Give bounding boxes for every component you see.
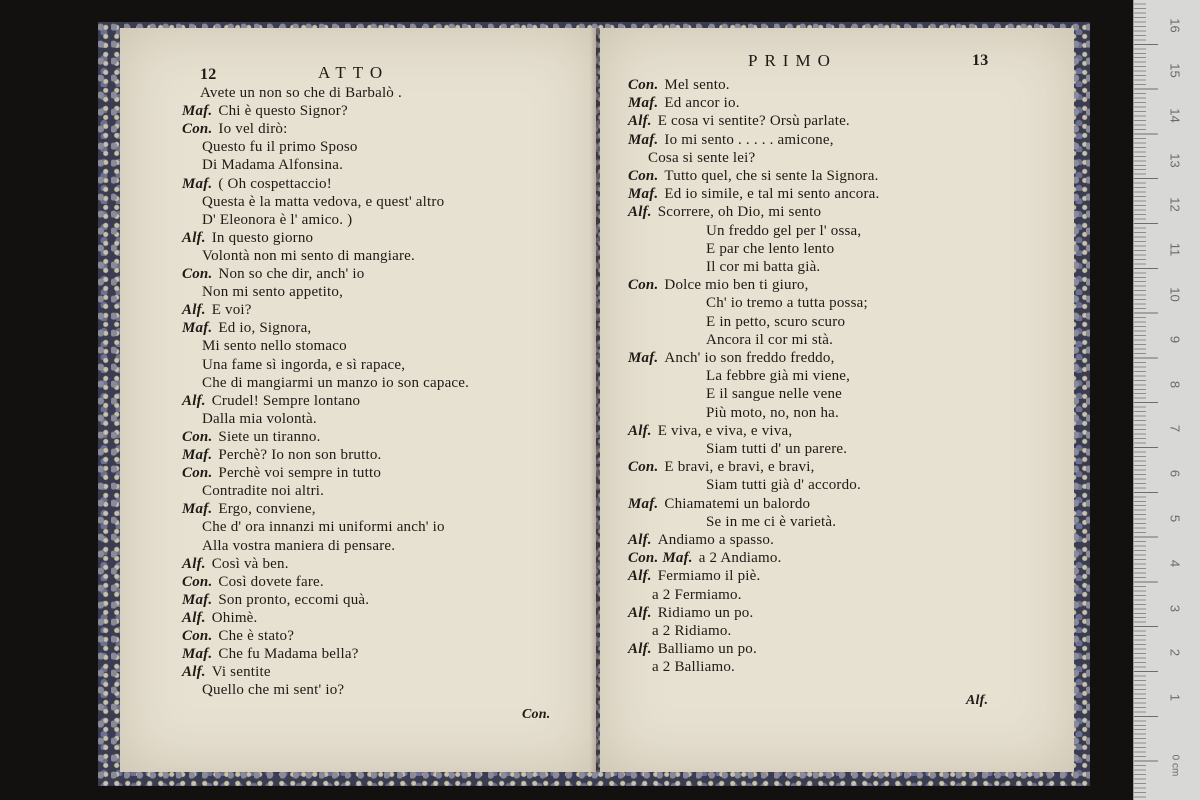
catchword-right: Alf. xyxy=(966,693,989,708)
verse-text: Mel sento. xyxy=(664,77,730,93)
verse-text: Crudel! Sempre lontano xyxy=(211,392,361,409)
right-page-line xyxy=(706,367,850,385)
right-page-line xyxy=(628,495,810,513)
verse-text: In questo giorno xyxy=(211,229,314,246)
right-page-line xyxy=(706,294,868,312)
left-page-line xyxy=(202,247,415,265)
ruler-number: 7 xyxy=(1167,425,1183,433)
right-page-line xyxy=(628,276,809,294)
verse-text: D' Eleonora è l' amico. ) xyxy=(202,211,353,228)
verse-text: Chiamatemi un balordo xyxy=(664,495,811,512)
speaker-label: Alf. xyxy=(628,532,652,548)
speaker-label: Maf. xyxy=(628,131,659,148)
running-header-left: ATTO xyxy=(318,63,390,82)
left-page-line xyxy=(202,156,343,174)
left-page-line xyxy=(182,265,364,283)
verse-text: Avete un non so che di Barbalò . xyxy=(200,85,402,101)
right-page-line xyxy=(628,167,879,185)
left-page-line xyxy=(182,301,252,319)
verse-text: Più moto, no, non ha. xyxy=(706,404,839,421)
right-page-line xyxy=(706,222,861,240)
left-page-line xyxy=(182,609,258,627)
speaker-label: Alf. xyxy=(628,568,652,585)
verse-text: a 2 Fermiamo. xyxy=(652,586,742,603)
verse-text: Di Madama Alfonsina. xyxy=(202,157,344,174)
speaker-label: Con. xyxy=(182,428,213,445)
right-page-line xyxy=(628,76,730,94)
left-page-line xyxy=(202,138,358,156)
verse-text: Siam tutti già d' accordo. xyxy=(706,477,861,494)
verse-text: Son pronto, eccomi quà. xyxy=(218,591,370,608)
right-page-line xyxy=(706,513,836,531)
verse-text: Questo fu il primo Sposo xyxy=(202,139,358,156)
verse-text: Ed io, Signora, xyxy=(218,320,312,337)
catchword-left: Con. xyxy=(522,707,551,722)
left-page-line xyxy=(202,410,317,428)
verse-text: Tutto quel, che si sente la Signora. xyxy=(664,168,879,184)
verse-text: E bravi, e bravi, e bravi, xyxy=(664,459,815,476)
speaker-label: Alf. xyxy=(182,609,206,626)
right-page-line xyxy=(628,531,774,549)
verse-text: a 2 Ridiamo. xyxy=(652,623,732,639)
ruler-number: 10 xyxy=(1167,287,1183,302)
left-page-line xyxy=(202,482,324,500)
verse-text: Quello che mi sent' io? xyxy=(202,682,345,699)
ruler-ticks xyxy=(1134,0,1158,800)
verse-text: Perchè? Io non son brutto. xyxy=(218,447,382,463)
page-number-right: 13 xyxy=(972,52,989,69)
speaker-label: Maf. xyxy=(628,495,659,512)
running-header-right: PRIMO xyxy=(748,51,837,70)
verse-text: Ergo, conviene, xyxy=(218,501,316,518)
left-page-line xyxy=(182,319,311,337)
left-page-line xyxy=(202,193,444,211)
speaker-label: Alf. xyxy=(182,302,206,319)
right-page xyxy=(600,28,1074,772)
verse-text: Chi è questo Signor? xyxy=(218,103,348,120)
verse-text: Ancora il cor mi stà. xyxy=(706,331,834,348)
speaker-label: Con. xyxy=(182,121,213,138)
verse-text: Un freddo gel per l' ossa, xyxy=(706,222,862,239)
verse-text: a 2 Balliamo. xyxy=(652,659,735,676)
ruler-number: 5 xyxy=(1167,514,1183,523)
verse-text: E voi? xyxy=(211,302,252,319)
left-page-line xyxy=(202,211,352,229)
verse-text: Ohimè. xyxy=(211,609,258,626)
right-page-line xyxy=(652,586,742,604)
verse-text: Dolce mio ben ti giuro, xyxy=(664,277,809,294)
ruler-number: 8 xyxy=(1167,380,1183,388)
ruler-number: 11 xyxy=(1167,242,1183,257)
left-page-line xyxy=(202,518,445,536)
verse-text: Che è stato? xyxy=(218,628,295,644)
verse-text: Cosa si sente lei? xyxy=(648,149,756,166)
right-page-line xyxy=(706,476,861,494)
speaker-label: Maf. xyxy=(182,447,213,463)
left-page xyxy=(120,28,596,772)
verse-text: Volontà non mi sento di mangiare. xyxy=(202,247,415,264)
speaker-label: Maf. xyxy=(628,186,659,203)
left-page-line xyxy=(182,663,271,681)
speaker-label: Maf. xyxy=(182,103,213,120)
left-page-line xyxy=(182,645,359,663)
speaker-label: Con. xyxy=(628,277,659,294)
ruler-number: 12 xyxy=(1167,197,1183,213)
left-page-line xyxy=(182,500,316,518)
speaker-label: Alf. xyxy=(628,113,652,130)
left-page-line xyxy=(182,555,289,573)
verse-text: Che d' ora innanzi mi uniformi anch' io xyxy=(202,519,445,536)
speaker-label: Maf. xyxy=(182,646,213,663)
speaker-label: Maf. xyxy=(182,591,213,608)
speaker-label: Con. xyxy=(182,628,213,644)
right-page-line xyxy=(628,567,760,585)
verse-text: Ch' io tremo a tutta possa; xyxy=(706,295,868,312)
ruler-number: 13 xyxy=(1167,152,1183,168)
speaker-label: Con. xyxy=(182,465,213,482)
speaker-label: Alf. xyxy=(628,422,652,439)
verse-text: La febbre già mi viene, xyxy=(706,368,851,385)
right-page-line xyxy=(628,349,835,367)
verse-text: Alla vostra maniera di pensare. xyxy=(202,537,396,554)
right-page-line xyxy=(628,203,821,221)
speaker-label: Alf. xyxy=(182,392,206,409)
speaker-label: Maf. xyxy=(182,501,213,518)
speaker-label: Maf. xyxy=(628,350,659,366)
right-page-line xyxy=(628,131,834,149)
verse-text: E cosa vi sentite? Orsù parlate. xyxy=(657,113,850,130)
verse-text: Dalla mia volontà. xyxy=(202,410,317,427)
verse-text: Se in me ci è varietà. xyxy=(706,513,837,530)
verse-text: Non so che dir, anch' io xyxy=(218,266,365,282)
verse-text: Io mi sento . . . . . amicone, xyxy=(664,131,834,148)
verse-text: Andiamo a spasso. xyxy=(657,532,775,548)
right-page-line xyxy=(706,240,834,258)
verse-text: Una fame sì ingorda, e sì rapace, xyxy=(202,356,406,373)
ruler-number: 2 xyxy=(1167,649,1183,657)
speaker-label: Alf. xyxy=(628,641,652,658)
verse-text: Così và ben. xyxy=(211,555,289,572)
verse-text: Balliamo un po. xyxy=(657,641,757,658)
speaker-label: Alf. xyxy=(182,229,206,246)
left-page-line xyxy=(182,627,294,645)
left-page-line xyxy=(202,537,395,555)
right-page-line xyxy=(628,604,753,622)
verse-text: Vi sentite xyxy=(211,664,271,681)
verse-text: Che fu Madama bella? xyxy=(218,646,359,663)
verse-text: E in petto, scuro scuro xyxy=(706,313,846,330)
verse-text: E viva, e viva, e viva, xyxy=(657,422,793,439)
left-page-line xyxy=(202,681,344,699)
right-page-line xyxy=(628,94,740,112)
left-page-line xyxy=(182,102,348,120)
verse-text: Anch' io son freddo freddo, xyxy=(664,350,835,366)
left-page-line xyxy=(182,591,369,609)
right-page-line xyxy=(628,185,879,203)
ruler-number: 4 xyxy=(1167,559,1183,567)
verse-text: Contradite noi altri. xyxy=(202,483,325,500)
right-page-line xyxy=(628,640,757,658)
verse-text: ( Oh cospettaccio! xyxy=(218,175,332,192)
verse-text: Non mi sento appetito, xyxy=(202,284,344,301)
verse-text: Ed ancor io. xyxy=(664,95,740,112)
right-page-line xyxy=(628,458,815,476)
speaker-label: Alf. xyxy=(182,555,206,572)
verse-text: Siete un tiranno. xyxy=(218,428,321,445)
right-page-line xyxy=(652,622,731,640)
left-page-line xyxy=(182,175,332,193)
verse-text: Perchè voi sempre in tutto xyxy=(218,465,382,482)
right-page-line xyxy=(706,331,833,349)
left-page-line xyxy=(182,573,324,591)
right-page-line xyxy=(628,422,792,440)
left-page-line xyxy=(182,229,313,247)
left-page-line xyxy=(200,84,402,102)
verse-text: Il cor mi batta già. xyxy=(706,259,821,275)
speaker-label: Maf. xyxy=(628,95,659,112)
ruler-number: 14 xyxy=(1167,108,1183,123)
ruler-number: 16 xyxy=(1167,18,1183,33)
speaker-label: Maf. xyxy=(182,320,213,337)
right-page-line xyxy=(628,549,782,567)
speaker-label: Con. xyxy=(628,168,659,184)
verse-text: Così dovete fare. xyxy=(218,573,324,590)
right-page-line xyxy=(706,313,845,331)
left-page-line xyxy=(182,392,360,410)
verse-text: Scorrere, oh Dio, mi sento xyxy=(657,204,822,221)
ruler-unit-label: 0 cm xyxy=(1169,754,1181,777)
verse-text: Siam tutti d' un parere. xyxy=(706,441,848,457)
ruler-number: 15 xyxy=(1167,63,1183,78)
speaker-label: Con. xyxy=(628,77,659,93)
right-page-line xyxy=(706,258,820,276)
verse-text: E il sangue nelle vene xyxy=(706,386,843,403)
speaker-label: Alf. xyxy=(628,204,652,221)
speaker-label: Con. xyxy=(628,459,659,476)
speaker-label: Maf. xyxy=(182,175,213,192)
left-page-line xyxy=(182,464,381,482)
verse-text: E par che lento lento xyxy=(706,240,835,257)
right-page-line xyxy=(628,112,850,130)
left-page-line xyxy=(202,356,405,374)
page-number-left: 12 xyxy=(200,66,217,83)
right-page-line xyxy=(706,404,839,422)
verse-text: Che di mangiarmi un manzo io son capace. xyxy=(202,374,470,391)
speaker-label: Con. xyxy=(182,266,213,282)
left-page-line xyxy=(202,283,343,301)
speaker-label: Con. Maf. xyxy=(628,550,693,567)
speaker-label: Alf. xyxy=(628,604,652,621)
right-page-line xyxy=(706,385,842,403)
speaker-label: Alf. xyxy=(182,664,206,681)
ruler-number: 9 xyxy=(1167,335,1183,343)
verse-text: Fermiamo il piè. xyxy=(657,568,761,585)
right-page-line xyxy=(652,658,735,676)
left-page-line xyxy=(202,374,469,392)
left-page-line xyxy=(182,120,287,138)
verse-text: Mi sento nello stomaco xyxy=(202,338,347,355)
ruler-number: 6 xyxy=(1167,470,1183,478)
ruler-number: 3 xyxy=(1167,604,1183,612)
left-page-line xyxy=(182,428,321,446)
measuring-ruler xyxy=(1133,0,1200,800)
left-page-line xyxy=(202,337,347,355)
right-page-line xyxy=(648,149,755,167)
left-page-line xyxy=(182,446,381,464)
right-page-line xyxy=(706,440,847,458)
verse-text: Ed io simile, e tal mi sento ancora. xyxy=(664,186,880,203)
ruler-number: 1 xyxy=(1167,694,1183,702)
verse-text: Io vel dirò: xyxy=(218,121,288,138)
verse-text: Questa è la matta vedova, e quest' altro xyxy=(202,193,445,210)
speaker-label: Con. xyxy=(182,573,213,590)
verse-text: Ridiamo un po. xyxy=(657,604,754,621)
verse-text: a 2 Andiamo. xyxy=(698,550,782,567)
